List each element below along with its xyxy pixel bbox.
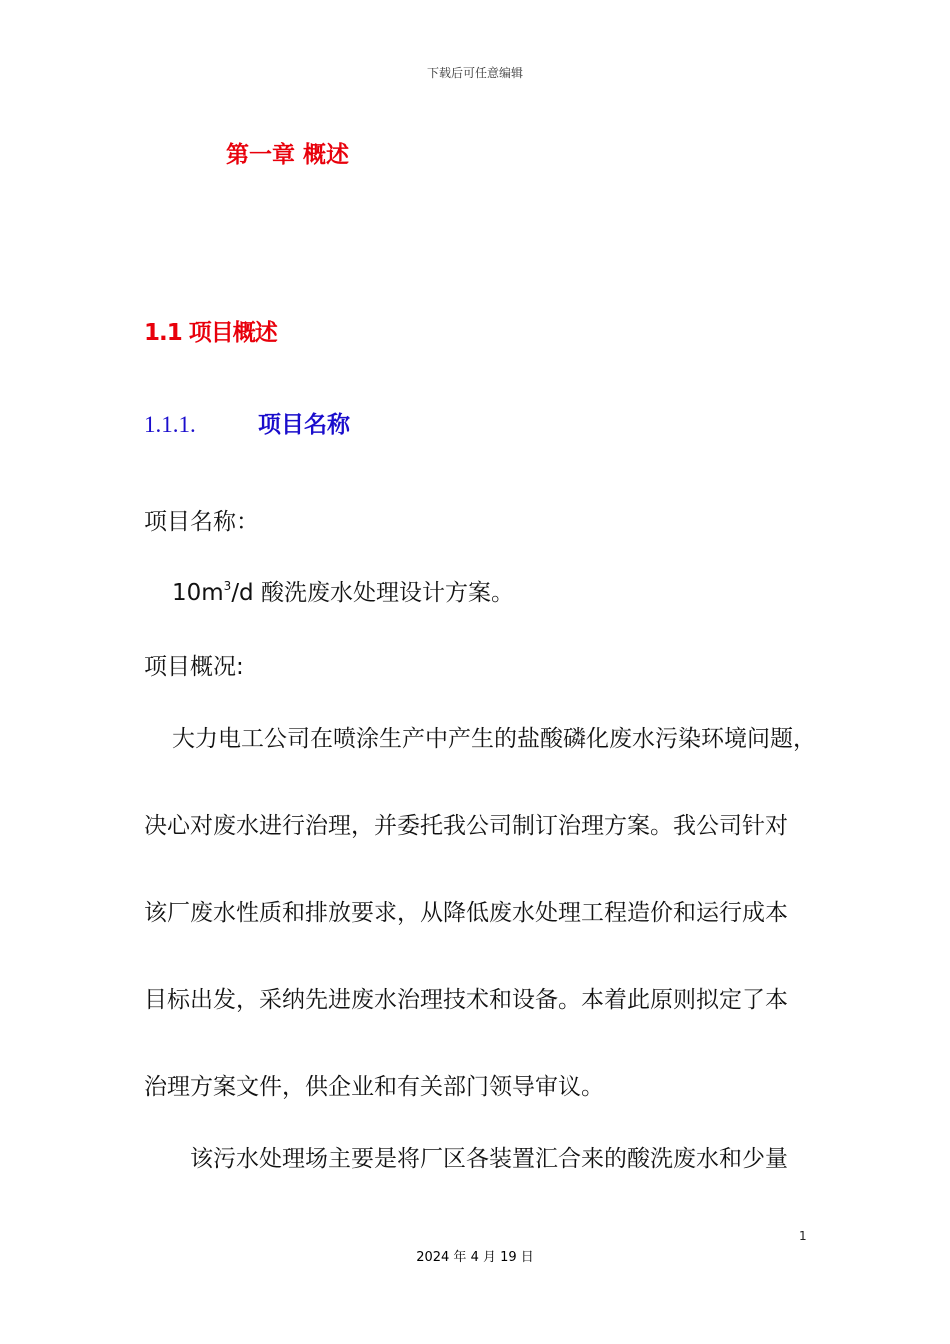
- paragraph-line: 该厂废水性质和排放要求，从降低废水处理工程造价和运行成本: [144, 900, 788, 926]
- project-name-superscript: 3: [223, 579, 232, 593]
- project-name-prefix: 10m: [172, 580, 224, 606]
- paragraph-line: 决心对废水进行治理，并委托我公司制订治理方案。我公司针对: [144, 813, 788, 839]
- subsection-number: 1.1.1.: [144, 412, 196, 437]
- project-name-label: 项目名称：: [144, 509, 259, 535]
- paragraph-line: 该污水处理场主要是将厂区各装置汇合来的酸洗废水和少量: [190, 1146, 788, 1172]
- page-number: 1: [799, 1229, 807, 1243]
- project-name-value: [172, 574, 514, 607]
- paragraph-line: 目标出发，采纳先进废水治理技术和设备。本着此原则拟定了本: [144, 987, 788, 1013]
- chapter-title: 第一章 概述: [226, 142, 350, 168]
- page-header-note: 下载后可任意编辑: [426, 66, 523, 80]
- project-name-suffix: /d 酸洗废水处理设计方案。: [231, 580, 514, 606]
- paragraph-line: 大力电工公司在喷涂生产中产生的盐酸磷化废水污染环境问题，: [172, 726, 816, 752]
- project-overview-label: 项目概况:: [144, 654, 244, 680]
- subsection-title: 项目名称: [258, 412, 350, 438]
- section-title: 1.1 项目概述: [144, 320, 277, 346]
- footer-date: 2024 年 4 月 19 日: [416, 1250, 534, 1265]
- subsection-heading: [144, 406, 350, 439]
- paragraph-line: 治理方案文件，供企业和有关部门领导审议。: [144, 1074, 604, 1100]
